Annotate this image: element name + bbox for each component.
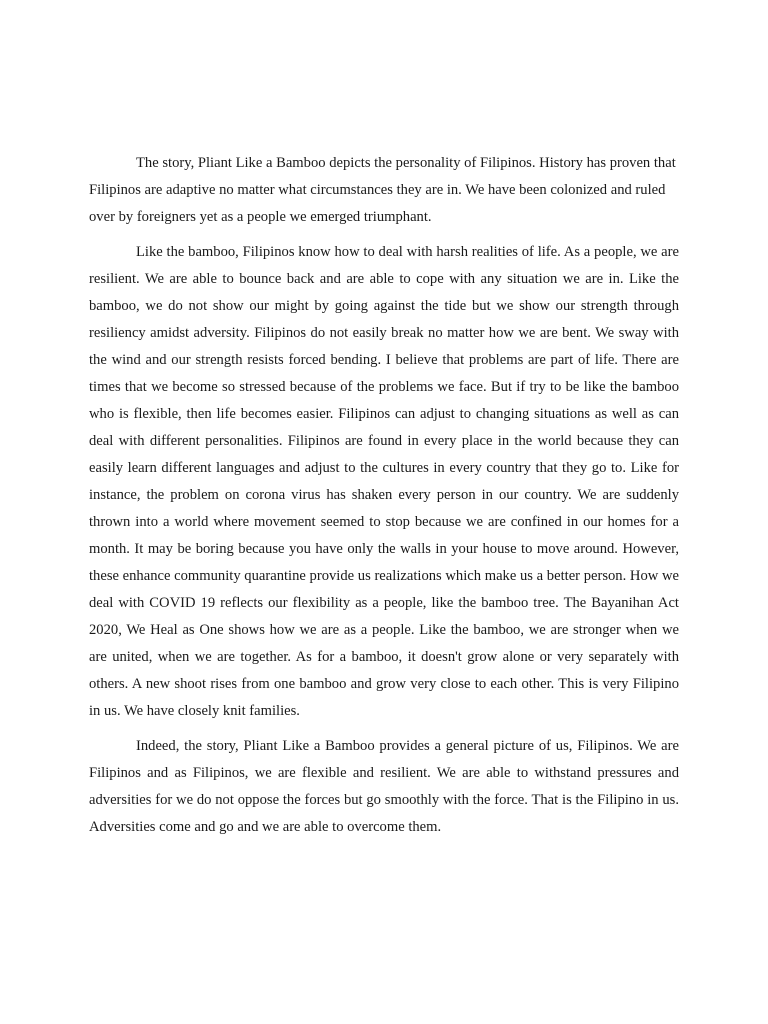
document-body [89, 150, 679, 849]
paragraph-intro: The story, Pliant Like a Bamboo depicts the personality of Filipinos. History has proven that Filipinos are adaptive no matter what circumstances they are in. We have been colonized and ruled over by foreigners yet as a people we emerged triumphant. [89, 155, 676, 225]
paragraph-body: Like the bamboo, Filipinos know how to deal with harsh realities of life. As a people, we are resilient. We are able to bounce back and are able to cope with any situation we are in. Like the bamboo, we do not show our might by going against the tide but we show our strength through resiliency amidst adversity. Filipinos do not easily break no matter how we are bent. We sway with the wind and our strength resists forced bending. I believe that problems are part of life. There are times that we become so stressed because of the problems we face. But if try to be like the bamboo who is flexible, then life becomes easier. Filipinos can adjust to changing situations as well as can deal with different personalities. Filipinos are found in every place in the world because they can easily learn different languages and adjust to the cultures in every country that they go to. Like for instance, the problem on corona virus has shaken every person in our country. We are suddenly thrown into a world where movement seemed to stop because we are confined in our homes for a month. It may be boring because you have only the walls in your house to move around. However, these enhance community quarantine provide us realizations which make us a better person. How we deal with COVID 19 reflects our flexibility as a people, like the bamboo tree. The Bayanihan Act 2020, We Heal as One shows how we are as a people. Like the bamboo, we are stronger when we are united, when we are together. As for a bamboo, it doesn't grow alone or very separately with others. A new shoot rises from one bamboo and grow very close to each other. This is very Filipino in us. We have closely knit families. [89, 244, 679, 719]
paragraph-conclusion: Indeed, the story, Pliant Like a Bamboo provides a general picture of us, Filipinos. We are Filipinos and as Filipinos, we are flexible and resilient. We are able to withstand pressures and adversities for we do not oppose the forces but go smoothly with the force. That is the Filipino in us. Adversities come and go and we are able to overcome them. [89, 738, 679, 835]
